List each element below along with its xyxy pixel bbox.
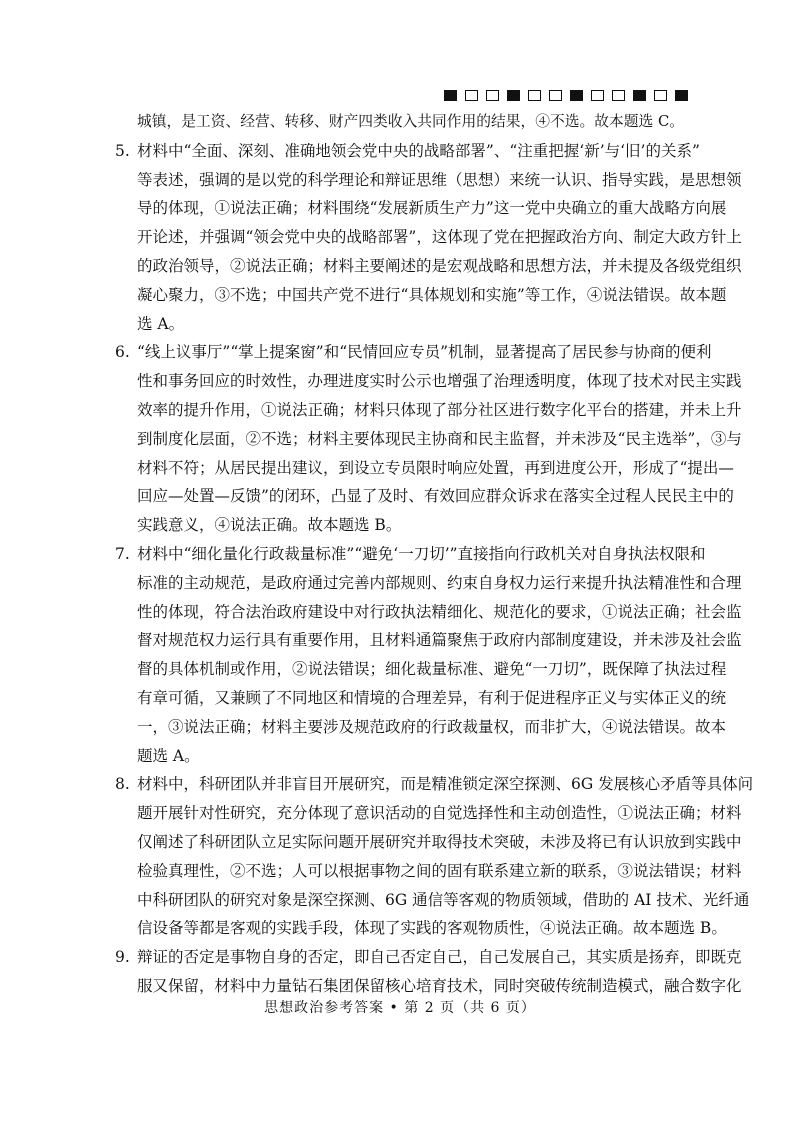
item-number: 7. <box>115 544 130 563</box>
text-line: 中科研团队的研究对象是深空探测、6G 通信等客观的物质领域，借助的 AI 技术、光纤通 <box>137 890 750 909</box>
text-line: 到制度化层面，②不选；材料主要体现民主协商和民主监督，并未涉及“民主选举”，③与 <box>137 429 742 448</box>
text-line: 等表述，强调的是以党的科学理论和辩证思维（思想）来统一认识、指导实践，是思想领 <box>137 170 742 189</box>
item-number: 8. <box>115 775 130 794</box>
item-body <box>137 137 742 339</box>
marker-square <box>486 90 499 101</box>
marker-square <box>507 90 520 101</box>
header-marker-row <box>444 90 688 101</box>
answer-item <box>115 540 742 770</box>
answer-item <box>115 338 742 540</box>
text-line: 性和事务回应的时效性，办理进度实时公示也增强了治理透明度，体现了技术对民主实践 <box>137 372 742 391</box>
answer-item <box>115 943 742 1001</box>
text-line: 导的体现，①说法正确；材料围绕“发展新质生产力”这一党中央确立的重大战略方向展 <box>137 199 727 218</box>
text-line: 效率的提升作用，①说法正确；材料只体现了部分社区进行数字化平台的搭建，并未上升 <box>137 400 742 419</box>
marker-square <box>570 90 583 101</box>
text-line: 一，③说法正确；材料主要涉及规范政府的行政裁量权，而非扩大，④说法错误。故本 <box>137 717 727 736</box>
marker-square <box>528 90 541 101</box>
marker-square <box>633 90 646 101</box>
text-line: 有章可循，又兼顾了不同地区和情境的合理差异，有利于促进程序正义与实体正义的统 <box>137 688 727 707</box>
item-number: 9. <box>115 948 130 967</box>
text-line: 督的具体机制或作用，②说法错误；细化裁量标准、避免“一刀切”，既保障了执法过程 <box>137 660 727 679</box>
answer-item <box>115 137 742 339</box>
text-line: 材料中“细化量化行政裁量标准”“避免‘一刀切’”直接指向行政机关对自身执法权限和 <box>137 544 706 563</box>
marker-square <box>444 90 457 101</box>
marker-square <box>549 90 562 101</box>
text-line: 的政治领导，②说法正确；材料主要阐述的是宏观战略和思想方法，并未提及各级党组织 <box>137 256 742 275</box>
marker-square <box>675 90 688 101</box>
item-body <box>137 770 753 943</box>
item-body <box>137 338 742 540</box>
item-number: 5. <box>115 141 130 160</box>
marker-square <box>612 90 625 101</box>
text-line: 材料不符；从居民提出建议，到设立专员限时响应处置，再到进度公开，形成了“提出— <box>137 458 734 477</box>
text-line: 材料中“全面、深刻、准确地领会党中央的战略部署”、“注重把握‘新’与‘旧’的关系” <box>137 141 700 160</box>
text-line: 凝心聚力，③不选；中国共产党不进行“具体规划和实施”等工作，④说法错误。故本题 <box>137 285 727 304</box>
text-line: 题选 A。 <box>137 746 200 765</box>
text-line: 性的体现，符合法治政府建设中对行政执法精细化、规范化的要求，①说法正确；社会监 <box>137 602 742 621</box>
item-body <box>137 540 742 770</box>
text-line: 辩证的否定是事物自身的否定，即自己否定自己，自己发展自己，其实质是扬弃，即既克 <box>137 948 742 967</box>
text-line: 材料中，科研团队并非盲目开展研究，而是精准锁定深空探测、6G 发展核心矛盾等具体问 <box>137 775 754 794</box>
text-line: 开论述，并强调“领会党中央的战略部署”，这体现了党在把握政治方向、制定大政方针上 <box>137 228 742 247</box>
answer-content <box>115 108 754 1001</box>
text-line: 实践意义，④说法正确。故本题选 B。 <box>137 516 402 535</box>
continuation-line: 城镇，是工资、经营、转移、财产四类收入共同作用的结果，④不选。故本题选 C。 <box>137 113 684 130</box>
item-body <box>137 943 742 1001</box>
item-number: 6. <box>115 343 130 362</box>
text-line: 题开展针对性研究，充分体现了意识活动的自觉选择性和主动创造性，①说法正确；材料 <box>137 804 742 823</box>
text-line: 检验真理性，②不选；人可以根据事物之间的固有联系建立新的联系，③说法错误；材料 <box>137 861 742 880</box>
text-line: 督对规范权力运行具有重要作用，且材料通篇聚焦于政府内部制度建设，并未涉及社会监 <box>137 631 742 650</box>
marker-square <box>591 90 604 101</box>
text-line: 标准的主动规范，是政府通过完善内部规则、约束自身权力运行来提升执法精准性和合理 <box>137 573 742 592</box>
page-footer: 思想政治参考答案 • 第 2 页（共 6 页） <box>264 1000 536 1016</box>
text-line: 信设备等都是客观的实践手段，体现了实践的客观物质性，④说法正确。故本题选 B。 <box>137 919 727 938</box>
text-line: “线上议事厅”“掌上提案窗”和“民情回应专员”机制，显著提高了居民参与协商的便利 <box>137 343 712 362</box>
text-line: 选 A。 <box>137 314 185 333</box>
marker-square <box>465 90 478 101</box>
text-line: 仅阐述了科研团队立足实际问题开展研究并取得技术突破，未涉及将已有认识放到实践中 <box>137 832 742 851</box>
answer-item <box>115 770 754 943</box>
marker-square <box>654 90 667 101</box>
text-line: 服又保留，材料中力量钻石集团保留核心培育技术，同时突破传统制造模式，融合数字化 <box>137 976 742 995</box>
text-line: 回应—处置—反馈”的闭环，凸显了及时、有效回应群众诉求在落实全过程人民民主中的 <box>137 487 734 506</box>
